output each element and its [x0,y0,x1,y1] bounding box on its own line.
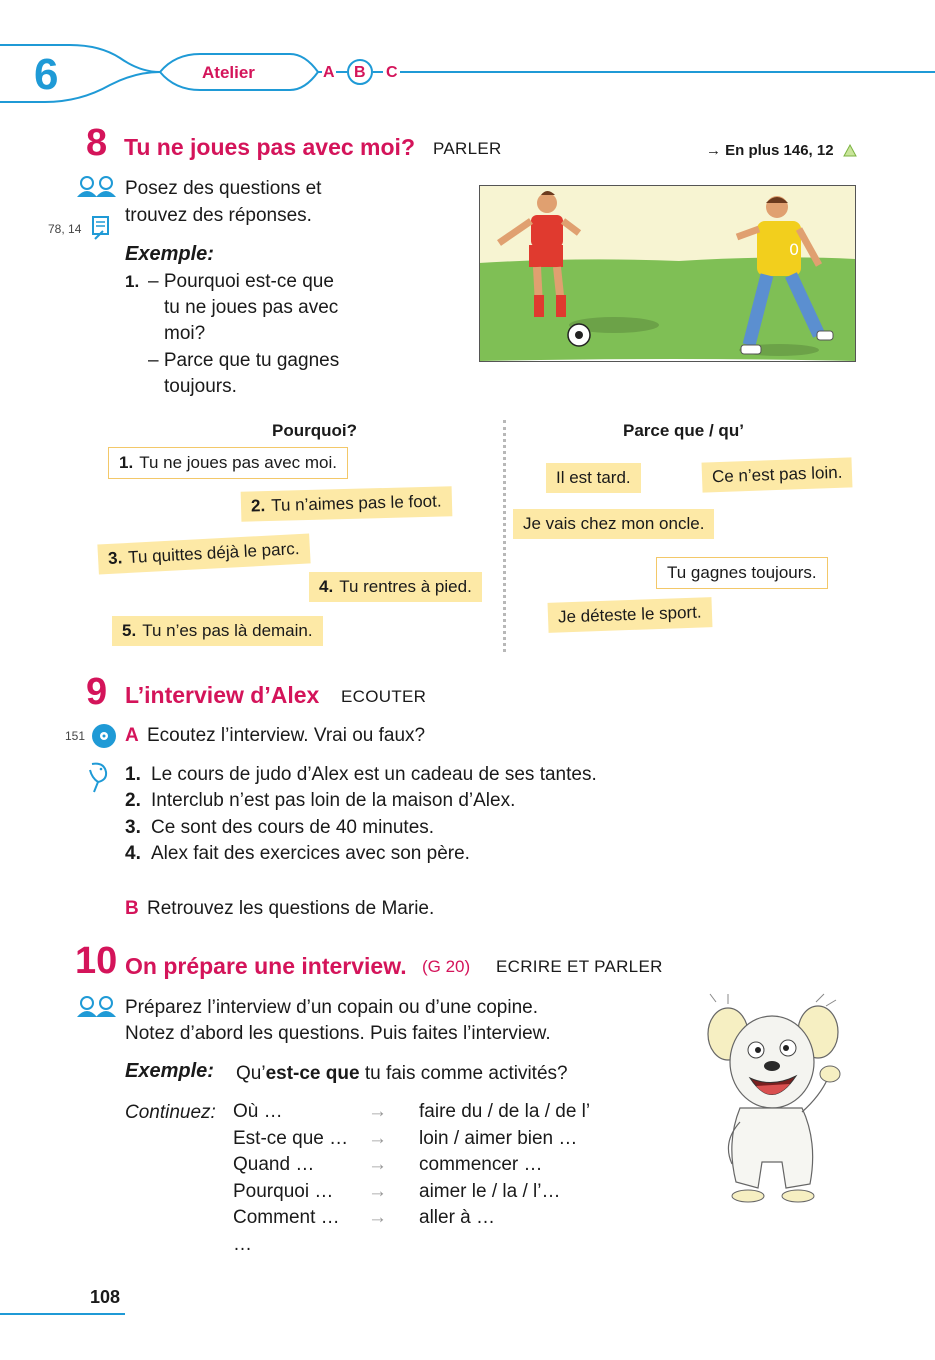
question-note-5[interactable] [112,616,323,646]
step-b-active: B [354,64,366,81]
football-illustration [479,185,857,365]
ex9-part-b-letter: B [125,898,139,919]
exercise-8-title: Tu ne joues pas avec moi? [124,134,415,160]
item-text: Le cours de judo d’Alex est un cadeau de ses tantes. [151,764,597,785]
ex8-example-q3: moi? [164,323,206,344]
question-num: 3. [107,548,123,569]
ex8-example-a1: – Parce que tu gagnes [148,350,340,371]
exercise-10-skill: ECRIRE ET PARLER [496,957,663,976]
arrow-icon: → [368,1207,387,1228]
exercise-10-number: 10 [75,940,118,982]
ex8-example-q2: tu ne joues pas avec [164,297,339,318]
svg-text:0: 0 [789,240,800,259]
ex10-row-2-left: Est-ce que … [233,1128,349,1149]
audio-cd-icon[interactable] [90,722,118,750]
item-num: 4. [125,843,141,864]
question-note-1[interactable] [108,447,348,479]
exercise-9-skill: ECOUTER [341,687,427,706]
pair-work-icon [76,175,118,199]
ex8-example-q1: – Pourquoi est-ce que [148,271,334,292]
exercise-8-skill: PARLER [433,139,502,158]
ex10-row-4-right: aimer le / la / l’… [419,1181,561,1202]
ex9-item-2 [125,788,515,815]
ex8-exemple-label: Exemple: [125,243,214,265]
ex10-instruction-line-1: Préparez l’interview d’un copain ou d’une copine. [125,997,538,1018]
ex9-item-1 [125,762,597,789]
grammar-reference: (G 20) [422,957,471,976]
continuez-label: Continuez: [125,1102,216,1123]
example-post: tu fais comme activités? [359,1063,568,1084]
item-text: Ce sont des cours de 40 minutes. [151,817,435,838]
column-header-pourquoi: Pourquoi? [272,421,357,440]
ex10-example-sentence [236,1060,568,1087]
arrow-icon: → [368,1154,387,1175]
example-pre: Qu’ [236,1063,266,1084]
question-text: Tu quittes déjà le parc. [127,539,300,567]
ex9-part-a-text: Ecoutez l’interview. Vrai ou faux? [147,725,426,746]
question-num: 1. [119,453,134,472]
arrow-icon: → [368,1128,387,1149]
side-reference: 78, 14 [48,222,82,236]
ex10-ellipsis: … [233,1234,252,1255]
item-text: Interclub n’est pas loin de la maison d’Alex. [151,790,516,811]
en-plus-reference: → En plus 146, 12 [706,142,834,159]
ex9-part-a-letter: A [125,725,139,746]
exercise-10-title: On prépare une interview. [125,953,407,979]
workbook-icon [91,215,111,241]
header-rule [0,40,935,110]
exercise-9-title: L’interview d’Alex [125,682,320,708]
mascot-illustration [706,992,846,1214]
example-bold: est-ce que [265,1063,360,1084]
ex10-row-3-left: Quand … [233,1154,315,1175]
question-note-2[interactable] [241,486,452,522]
ex9-item-4 [125,841,470,868]
ex10-instruction-line-2: Notez d’abord les questions. Puis faites l’interview. [125,1023,551,1044]
dolphin-icon [86,760,110,796]
question-num: 5. [122,621,137,640]
step-c: C [386,64,398,81]
ex10-exemple-label: Exemple: [125,1060,214,1082]
footer-rule [0,1313,125,1315]
question-note-4[interactable] [309,572,482,602]
ex9-item-3 [125,815,434,842]
arrow-icon: → [368,1101,387,1122]
ex8-instruction-line-1: Posez des questions et [125,178,322,199]
column-header-parce-que: Parce que / qu’ [623,421,744,440]
item-num: 1. [125,764,141,785]
answer-note-2[interactable]: Ce n’est pas loin. [702,457,853,492]
ex8-example-number: 1. [125,272,140,291]
column-divider [503,420,506,652]
atelier-label: Atelier [202,63,255,82]
ex10-row-5-left: Comment … [233,1207,340,1228]
ex10-row-4-left: Pourquoi … [233,1181,334,1202]
item-num: 2. [125,790,141,811]
answer-note-5[interactable]: Je déteste le sport. [548,597,713,633]
ex8-example-a2: toujours. [164,376,237,397]
triangle-icon [843,144,857,157]
answer-note-3[interactable]: Je vais chez mon oncle. [513,509,714,539]
question-num: 4. [319,577,334,596]
question-num: 2. [250,496,266,516]
question-note-3[interactable] [97,533,310,574]
item-num: 3. [125,817,141,838]
exercise-8-number: 8 [86,122,108,164]
question-text: Tu n’aimes pas le foot. [270,491,442,515]
answer-note-1[interactable]: Il est tard. [546,463,641,493]
step-a: A [323,64,335,81]
arrow-icon: → [368,1181,387,1202]
unit-number: 6 [34,50,59,99]
exercise-9-number: 9 [86,671,108,713]
question-text: Tu n’es pas là demain. [142,621,313,640]
question-text: Tu ne joues pas avec moi. [139,453,337,472]
item-text: Alex fait des exercices avec son père. [151,843,470,864]
pair-work-icon [76,995,118,1019]
ex10-row-1-left: Où … [233,1101,283,1122]
ex8-instruction-line-2: trouvez des réponses. [125,205,312,226]
page-number: 108 [90,1287,121,1307]
ex10-row-1-right: faire du / de la / de l’ [419,1101,591,1122]
answer-note-4[interactable]: Tu gagnes toujours. [656,557,828,589]
ex9-part-b-text: Retrouvez les questions de Marie. [147,898,435,919]
question-text: Tu rentres à pied. [339,577,472,596]
audio-track-number: 151 [65,729,86,743]
ex10-row-5-right: aller à … [419,1207,496,1228]
ex10-row-2-right: loin / aimer bien … [419,1128,578,1149]
ex10-row-3-right: commencer … [419,1154,543,1175]
